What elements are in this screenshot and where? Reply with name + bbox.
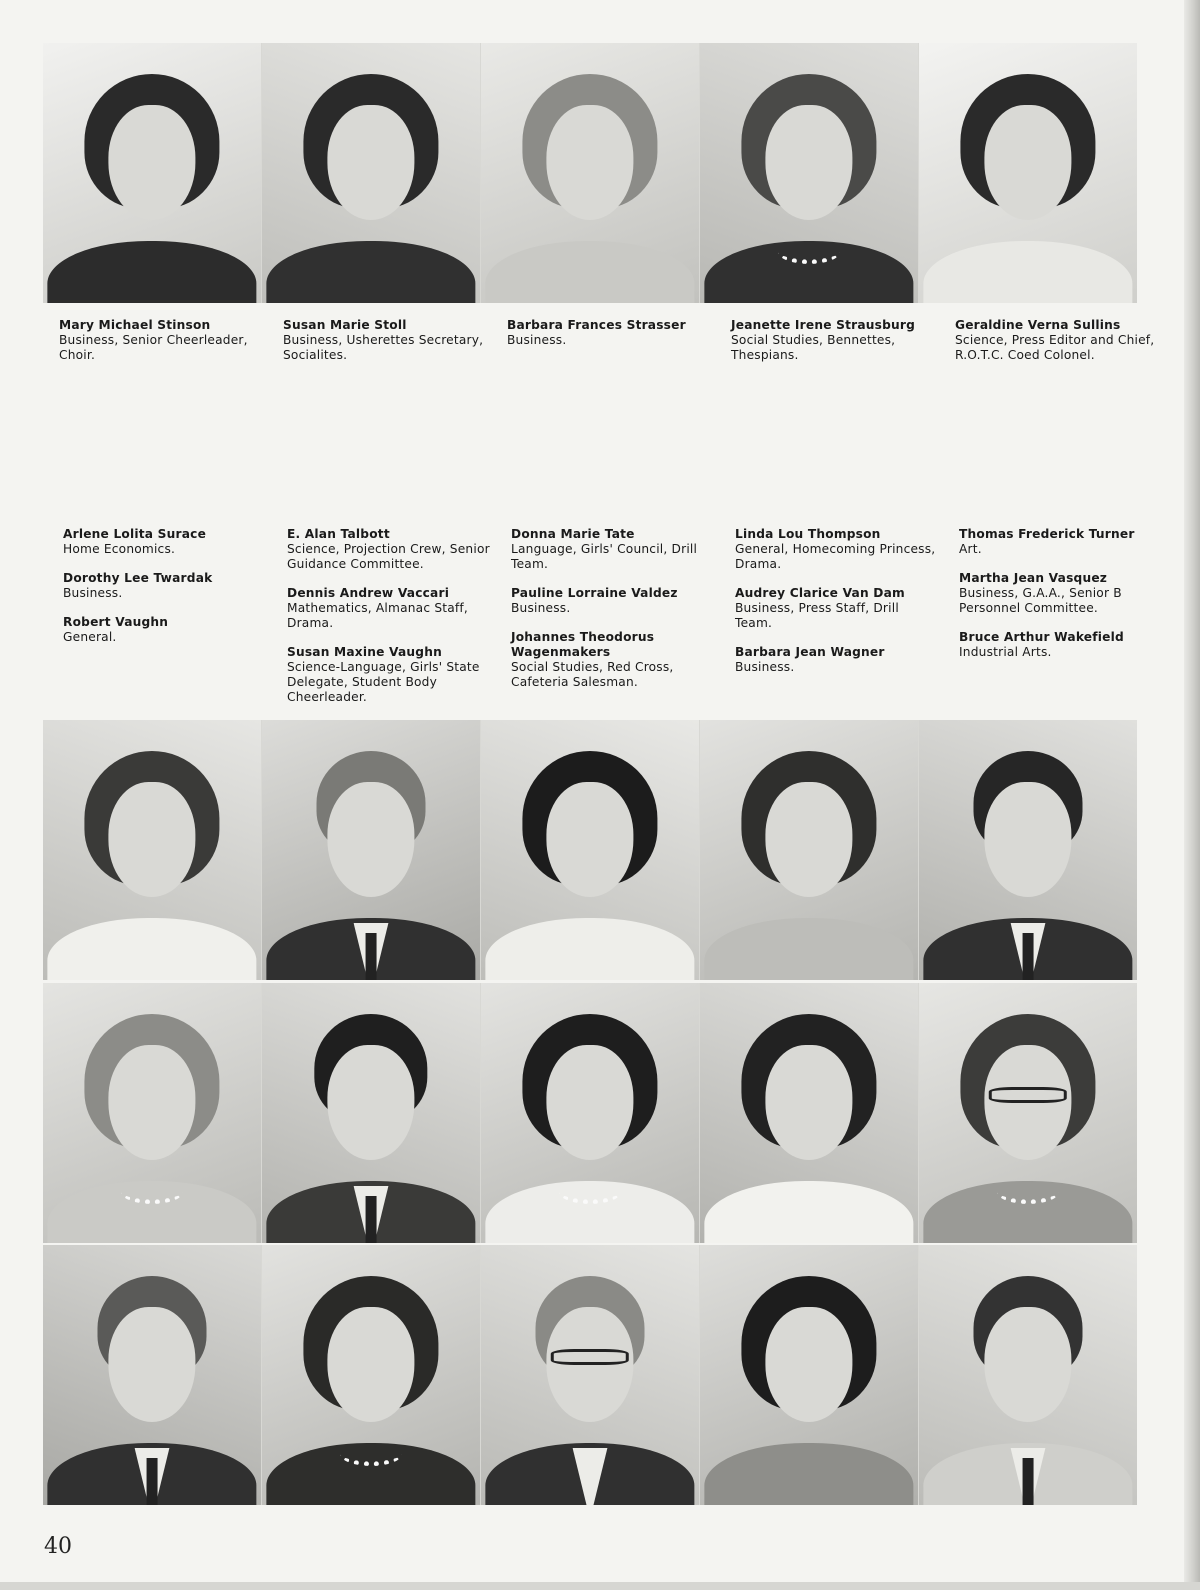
photo-row-top	[43, 43, 1137, 303]
portrait-photo	[43, 720, 262, 980]
top-caption-row	[43, 318, 1163, 363]
senior-name: Jeanette Irene Strausburg	[731, 318, 916, 332]
senior-caption	[939, 318, 1163, 363]
senior-activities: Mathematics, Almanac Staff, Drama.	[287, 601, 468, 630]
page-number: 40	[44, 1534, 72, 1559]
senior-caption	[287, 586, 491, 631]
senior-caption	[511, 527, 715, 572]
senior-name: Robert Vaughn	[63, 615, 169, 629]
senior-name: E. Alan Talbott	[287, 527, 390, 541]
portrait-photo	[919, 1245, 1137, 1505]
senior-activities: General.	[63, 630, 117, 644]
senior-caption	[511, 586, 715, 616]
senior-activities: Business, Usherettes Secretary, Socialites.	[283, 333, 484, 362]
senior-name: Barbara Jean Wagner	[735, 645, 885, 659]
senior-name: Linda Lou Thompson	[735, 527, 881, 541]
portrait-photo	[481, 983, 700, 1243]
senior-name: Bruce Arthur Wakefield	[959, 630, 1124, 644]
senior-name: Dennis Andrew Vaccari	[287, 586, 450, 600]
senior-activities: Art.	[959, 542, 982, 556]
portrait-photo	[262, 43, 481, 303]
senior-activities: Science, Projection Crew, Senior Guidance Committee.	[287, 542, 490, 571]
senior-name: Pauline Lorraine Valdez	[511, 586, 678, 600]
portrait-photo	[700, 43, 919, 303]
portrait-photo	[262, 983, 481, 1243]
senior-name: Martha Jean Vasquez	[959, 571, 1108, 585]
senior-activities: Business.	[735, 660, 795, 674]
senior-caption	[287, 527, 491, 572]
senior-name: Barbara Frances Strasser	[507, 318, 686, 332]
portrait-photo	[481, 43, 700, 303]
senior-caption	[63, 615, 267, 645]
portrait-photo	[262, 720, 481, 980]
senior-activities: Social Studies, Red Cross, Cafeteria Salesman.	[511, 660, 674, 689]
senior-caption	[735, 586, 939, 631]
page-edge	[1184, 0, 1200, 1590]
senior-caption	[267, 318, 491, 363]
photo-row-4	[43, 1245, 1137, 1505]
portrait-photo	[919, 720, 1137, 980]
senior-name: Mary Michael Stinson	[59, 318, 211, 332]
senior-name: Johannes Theodorus Wagenmakers	[511, 630, 655, 659]
page-bottom-edge	[0, 1582, 1200, 1590]
senior-activities: Business.	[511, 601, 571, 615]
photo-row-3	[43, 983, 1137, 1243]
senior-name: Thomas Frederick Turner	[959, 527, 1135, 541]
portrait-photo	[43, 1245, 262, 1505]
senior-caption	[715, 318, 939, 363]
portrait-photo	[481, 1245, 700, 1505]
senior-activities: Business.	[507, 333, 567, 347]
senior-name: Dorothy Lee Twardak	[63, 571, 213, 585]
senior-activities: Business.	[63, 586, 123, 600]
portrait-photo	[700, 983, 919, 1243]
senior-activities: Business, Senior Cheerleader, Choir.	[59, 333, 248, 362]
senior-name: Susan Maxine Vaughn	[287, 645, 442, 659]
senior-caption	[735, 527, 939, 572]
senior-activities: Industrial Arts.	[959, 645, 1052, 659]
senior-activities: Science, Press Editor and Chief, R.O.T.C. Coed Colonel.	[955, 333, 1155, 362]
senior-caption	[43, 318, 267, 363]
senior-activities: General, Homecoming Princess, Drama.	[735, 542, 936, 571]
senior-activities: Home Economics.	[63, 542, 176, 556]
senior-activities: Social Studies, Bennettes, Thespians.	[731, 333, 896, 362]
senior-name: Audrey Clarice Van Dam	[735, 586, 905, 600]
caption-column	[43, 527, 267, 719]
caption-column	[939, 527, 1163, 719]
senior-name: Arlene Lolita Surace	[63, 527, 207, 541]
caption-column	[491, 527, 715, 719]
senior-activities: Business, Press Staff, Drill Team.	[735, 601, 899, 630]
senior-caption	[735, 645, 939, 675]
portrait-photo	[43, 43, 262, 303]
caption-column	[715, 527, 939, 719]
portrait-photo	[700, 720, 919, 980]
photo-row-2	[43, 720, 1137, 980]
senior-caption	[287, 645, 491, 705]
senior-name: Geraldine Verna Sullins	[955, 318, 1121, 332]
senior-caption	[63, 527, 267, 557]
senior-caption	[491, 318, 715, 363]
senior-caption-list	[43, 527, 1163, 719]
senior-activities: Language, Girls' Council, Drill Team.	[511, 542, 698, 571]
caption-column	[267, 527, 491, 719]
senior-caption	[63, 571, 267, 601]
senior-name: Susan Marie Stoll	[283, 318, 407, 332]
portrait-photo	[700, 1245, 919, 1505]
portrait-photo	[43, 983, 262, 1243]
senior-caption	[959, 527, 1163, 557]
portrait-photo	[481, 720, 700, 980]
senior-name: Donna Marie Tate	[511, 527, 635, 541]
portrait-photo	[919, 43, 1137, 303]
portrait-photo	[919, 983, 1137, 1243]
senior-activities: Business, G.A.A., Senior B Personnel Committee.	[959, 586, 1122, 615]
senior-caption	[959, 630, 1163, 660]
senior-activities: Science-Language, Girls' State Delegate, Student Body Cheerleader.	[287, 660, 480, 704]
senior-caption	[511, 630, 715, 690]
portrait-photo	[262, 1245, 481, 1505]
senior-caption	[959, 571, 1163, 616]
